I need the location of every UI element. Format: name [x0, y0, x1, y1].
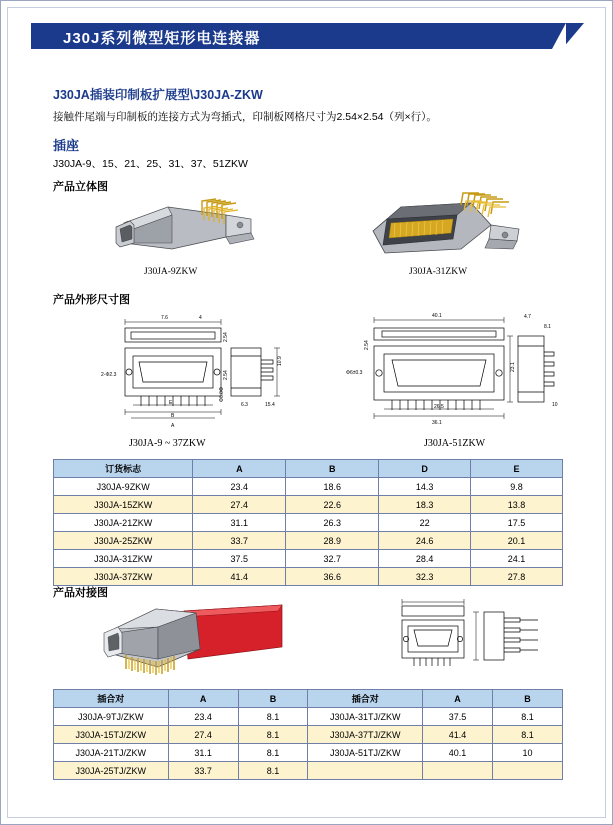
socket-label: 插座: [53, 138, 80, 153]
svg-text:40.1: 40.1: [432, 313, 442, 319]
cell-b-1: 8.1: [238, 726, 308, 744]
svg-text:2-Φ2.3: 2-Φ2.3: [101, 372, 117, 378]
svg-text:A: A: [171, 423, 175, 429]
banner-slant-decoration-2: [552, 23, 566, 49]
col-header-b-1: B: [238, 690, 308, 708]
socket-models: J30JA-9、15、21、25、31、37、51ZKW: [53, 158, 248, 170]
table-row: [54, 550, 563, 568]
cell-model: J30JA-15ZKW: [54, 496, 193, 514]
svg-text:10.9: 10.9: [277, 356, 283, 366]
svg-text:2.54: 2.54: [364, 340, 370, 350]
cell-a-2: 41.4: [423, 726, 493, 744]
cell-e: 20.1: [471, 532, 563, 550]
table-row: [54, 514, 563, 532]
figure-mating-label: 产品对接图: [53, 587, 108, 599]
cell-a-2: 37.5: [423, 708, 493, 726]
cell-b: 36.6: [286, 568, 379, 586]
svg-text:2.54: 2.54: [223, 370, 229, 380]
table-row: [54, 708, 563, 726]
cell-pair-2: [308, 762, 423, 780]
cell-a-1: 33.7: [168, 762, 238, 780]
cell-d: 18.3: [379, 496, 471, 514]
cell-e: 9.8: [471, 478, 563, 496]
cell-pair-2: J30JA-37TJ/ZKW: [308, 726, 423, 744]
mating-photo: [96, 599, 311, 677]
connector-photo-left: [106, 193, 281, 263]
photo-caption-right: J30JA-31ZKW: [409, 267, 468, 277]
table-header-row: [54, 690, 563, 708]
cell-e: 13.8: [471, 496, 563, 514]
cell-model: J30JA-37ZKW: [54, 568, 193, 586]
table-row: [54, 762, 563, 780]
table-row: [54, 496, 563, 514]
section-description: 接触件尾端与印制板的连接方式为弯插式，印制板网格尺寸为2.54×2.54（列×行）。: [53, 111, 437, 123]
dimension-drawing-right: [346, 306, 561, 431]
mating-drawing: [386, 596, 556, 676]
cell-b: 18.6: [286, 478, 379, 496]
cell-model: J30JA-9ZKW: [54, 478, 193, 496]
svg-text:7.6: 7.6: [161, 315, 168, 321]
header-banner: [31, 23, 584, 49]
cell-e: 24.1: [471, 550, 563, 568]
cell-e: 17.5: [471, 514, 563, 532]
cell-d: 28.4: [379, 550, 471, 568]
svg-text:15.4: 15.4: [265, 402, 275, 408]
dimension-drawing-left: [101, 306, 291, 431]
cell-pair-1: J30JA-15TJ/ZKW: [54, 726, 169, 744]
cell-pair-2: J30JA-31TJ/ZKW: [308, 708, 423, 726]
table-row: [54, 744, 563, 762]
cell-a-1: 31.1: [168, 744, 238, 762]
col-header-a-1: A: [168, 690, 238, 708]
svg-text:4: 4: [199, 315, 202, 321]
cell-a-2: [423, 762, 493, 780]
svg-text:6.3: 6.3: [241, 402, 248, 408]
cell-pair-1: J30JA-25TJ/ZKW: [54, 762, 169, 780]
cell-b-2: 8.1: [493, 726, 563, 744]
col-header-3: D: [379, 460, 471, 478]
svg-text:23.1: 23.1: [510, 362, 516, 372]
cell-pair-1: J30JA-21TJ/ZKW: [54, 744, 169, 762]
cell-model: J30JA-31ZKW: [54, 550, 193, 568]
cell-d: 22: [379, 514, 471, 532]
cell-b-1: 8.1: [238, 762, 308, 780]
svg-text:Φ6±0.3: Φ6±0.3: [346, 370, 363, 376]
svg-text:Φ6.0Φ: Φ6.0Φ: [219, 387, 225, 402]
figure-dimension-label: 产品外形尺寸图: [53, 294, 130, 306]
col-header-1: A: [193, 460, 286, 478]
svg-text:2.54: 2.54: [223, 332, 229, 342]
dimensions-table: [53, 459, 563, 586]
col-header-a-2: A: [423, 690, 493, 708]
cell-b-2: 8.1: [493, 708, 563, 726]
table-header-row: [54, 460, 563, 478]
page-title: J30J系列微型矩形电连接器: [63, 30, 261, 47]
svg-text:4.7: 4.7: [524, 314, 531, 320]
col-header-0: 订货标志: [54, 460, 193, 478]
section-subtitle: J30JA插装印制板扩展型\J30JA-ZKW: [53, 88, 263, 102]
cell-a-2: 40.1: [423, 744, 493, 762]
cell-pair-1: J30JA-9TJ/ZKW: [54, 708, 169, 726]
svg-text:10: 10: [552, 402, 558, 408]
cell-b-2: [493, 762, 563, 780]
cell-e: 27.8: [471, 568, 563, 586]
cell-b-1: 8.1: [238, 744, 308, 762]
col-header-pair-1: 插合对: [54, 690, 169, 708]
photo-caption-left: J30JA-9ZKW: [144, 267, 198, 277]
drawing-caption-left: J30JA-9 ~ 37ZKW: [129, 438, 206, 449]
cell-b: 28.9: [286, 532, 379, 550]
cell-b: 26.3: [286, 514, 379, 532]
cell-pair-2: J30JA-51TJ/ZKW: [308, 744, 423, 762]
cell-a: 33.7: [193, 532, 286, 550]
table-row: [54, 726, 563, 744]
cell-a: 31.1: [193, 514, 286, 532]
cell-a-1: 27.4: [168, 726, 238, 744]
cell-d: 14.3: [379, 478, 471, 496]
col-header-2: B: [286, 460, 379, 478]
col-header-4: E: [471, 460, 563, 478]
cell-b-2: 10: [493, 744, 563, 762]
svg-text:36.1: 36.1: [432, 420, 442, 426]
cell-a: 23.4: [193, 478, 286, 496]
cell-d: 24.6: [379, 532, 471, 550]
cell-b: 32.7: [286, 550, 379, 568]
table-row: [54, 478, 563, 496]
cell-d: 32.3: [379, 568, 471, 586]
cell-b-1: 8.1: [238, 708, 308, 726]
mating-pairs-table: [53, 689, 563, 780]
drawing-caption-right: J30JA-51ZKW: [424, 438, 486, 449]
cell-a: 27.4: [193, 496, 286, 514]
cell-a-1: 23.4: [168, 708, 238, 726]
cell-a: 37.5: [193, 550, 286, 568]
connector-photo-right: [361, 191, 551, 266]
table-row: [54, 568, 563, 586]
cell-model: J30JA-21ZKW: [54, 514, 193, 532]
col-header-b-2: B: [493, 690, 563, 708]
cell-a: 41.4: [193, 568, 286, 586]
svg-text:B: B: [171, 413, 175, 419]
col-header-pair-2: 插合对: [308, 690, 423, 708]
svg-text:E: E: [169, 400, 173, 406]
cell-b: 22.6: [286, 496, 379, 514]
figure-3d-label: 产品立体图: [53, 181, 108, 193]
table-row: [54, 532, 563, 550]
svg-text:8.1: 8.1: [544, 324, 551, 330]
svg-text:26.5: 26.5: [434, 404, 444, 410]
cell-model: J30JA-25ZKW: [54, 532, 193, 550]
